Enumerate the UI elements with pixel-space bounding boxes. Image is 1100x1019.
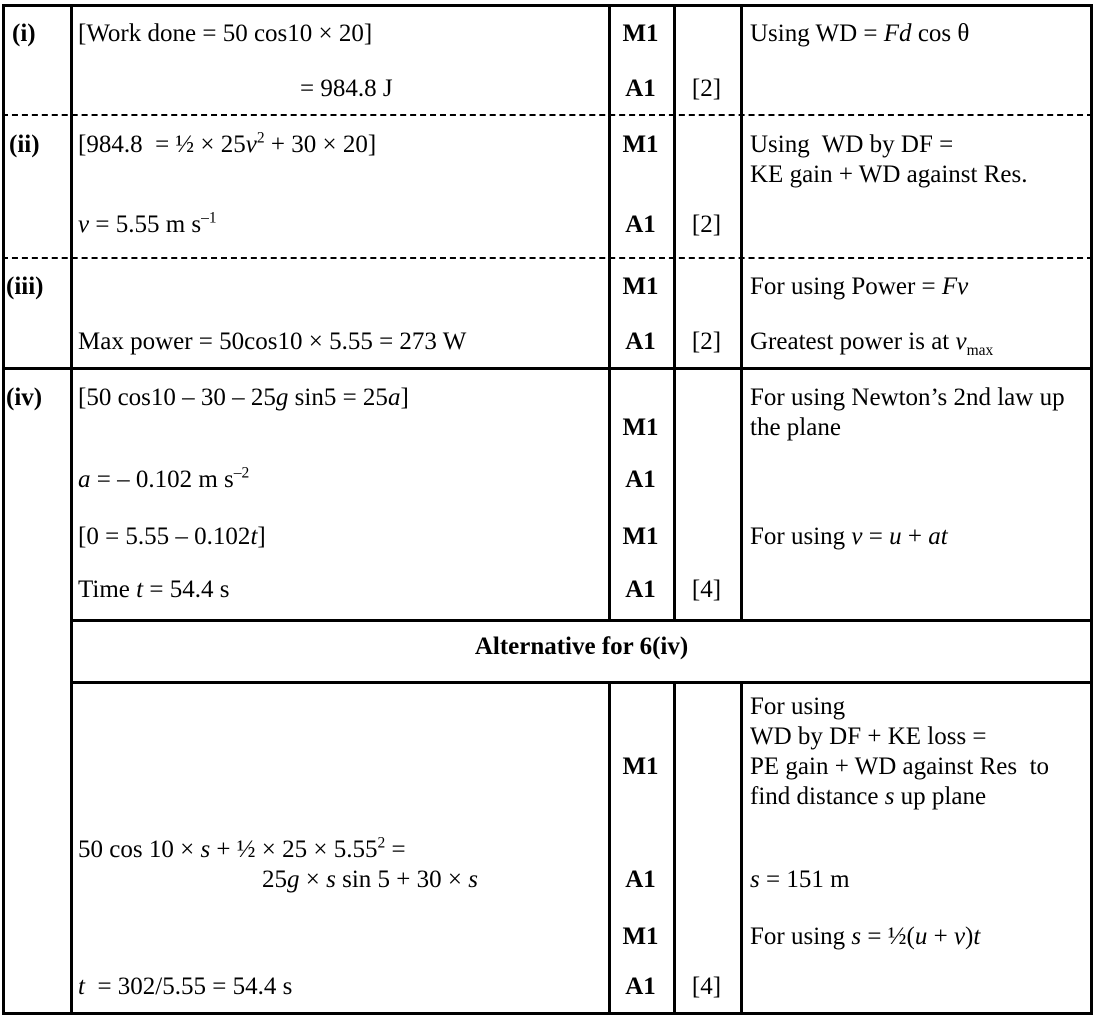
row-divider-iii-iv (2, 367, 1093, 370)
working-line: [50 cos10 – 30 – 25g sin5 = 25a] (78, 384, 409, 411)
mark-badge-a1: A1 (625, 328, 656, 355)
column-divider-comment-lower (740, 681, 743, 1015)
comment-line: PE gain + WD against Res to (750, 753, 1050, 780)
mark-badge-a1: A1 (625, 973, 656, 1000)
working-line: 25g × s sin 5 + 30 × s (262, 866, 478, 893)
column-divider-total-lower (673, 681, 676, 1015)
part-label-ii: (ii) (9, 131, 40, 158)
comment-line: For using Newton’s 2nd law up (750, 384, 1065, 411)
comment-line: Using WD = Fd cos θ (750, 20, 970, 47)
working-line: [984.8 = ½ × $25v^2 + 30 \times 20$] (78, 129, 377, 158)
part-label-i: (i) (12, 20, 36, 47)
column-divider-label (70, 4, 73, 1015)
mark-badge-m1: M1 (622, 20, 659, 47)
total-marks: [2] (691, 328, 722, 355)
working-line: [0 = 5.55 – 0.102t] (78, 523, 266, 550)
working-line: t = 302/5.55 = 54.4 s (78, 973, 293, 1000)
mark-badge-a1: A1 (625, 75, 656, 102)
row-divider-dashed-ii-iii (2, 257, 1093, 259)
comment-line: find distance s up plane (750, 783, 987, 810)
total-marks: [4] (691, 576, 722, 603)
row-divider-iv-altheader (70, 619, 1093, 622)
working-line: Time t = 54.4 s (78, 576, 230, 603)
working-line: = 984.8 J (300, 75, 393, 102)
mark-badge-m1: M1 (622, 273, 659, 300)
total-marks: [2] (691, 75, 722, 102)
table-border-right (1090, 4, 1093, 1015)
row-divider-altheader-altbody (70, 681, 1093, 684)
comment-line: WD by DF + KE loss = (750, 723, 987, 750)
working-line: 50 cos 10 × s + ½ × $25 \times 5.55^2$ = (78, 834, 406, 863)
mark-badge-a1: A1 (625, 211, 656, 238)
total-marks: [4] (691, 973, 722, 1000)
row-divider-dashed-i-ii (2, 114, 1093, 116)
mark-badge-m1: M1 (622, 414, 659, 441)
table-border-bottom (2, 1012, 1093, 1015)
working-line: [Work done = 50 cos10 × 20] (78, 20, 373, 47)
table-border-top (2, 4, 1093, 7)
mark-badge-a1: A1 (625, 576, 656, 603)
comment-line: KE gain + WD against Res. (750, 161, 1028, 188)
working-line: v = 5.55 m $s^{-1}$ (78, 209, 217, 238)
working-line: a = – 0.102 m $s^{-2}$ (78, 464, 250, 493)
column-divider-comment-upper (740, 4, 743, 619)
mark-badge-m1: M1 (622, 753, 659, 780)
comment-line: For using v = u + at (750, 523, 948, 550)
table-border-left (2, 4, 5, 1015)
comment-line: s = 151 m (750, 866, 850, 893)
comment-line: For using (750, 693, 846, 720)
mark-badge-m1: M1 (622, 523, 659, 550)
alternative-section-header: Alternative for 6(iv) (474, 633, 689, 660)
comment-line: Greatest power is at $v_{max}$ (750, 328, 994, 359)
mark-badge-m1: M1 (622, 923, 659, 950)
part-label-iv: (iv) (6, 384, 43, 411)
comment-line: the plane (750, 414, 841, 441)
mark-badge-m1: M1 (622, 131, 659, 158)
total-marks: [2] (691, 211, 722, 238)
comment-line: Using WD by DF = (750, 131, 954, 158)
mark-badge-a1: A1 (625, 466, 656, 493)
column-divider-mark-lower (608, 681, 611, 1015)
comment-line: For using s = ½(u + v)t (750, 923, 981, 950)
mark-badge-a1: A1 (625, 866, 656, 893)
working-line: Max power = 50cos10 × 5.55 = 273 W (78, 328, 467, 355)
comment-line: For using Power = Fv (750, 273, 969, 300)
part-label-iii: (iii) (6, 273, 44, 300)
